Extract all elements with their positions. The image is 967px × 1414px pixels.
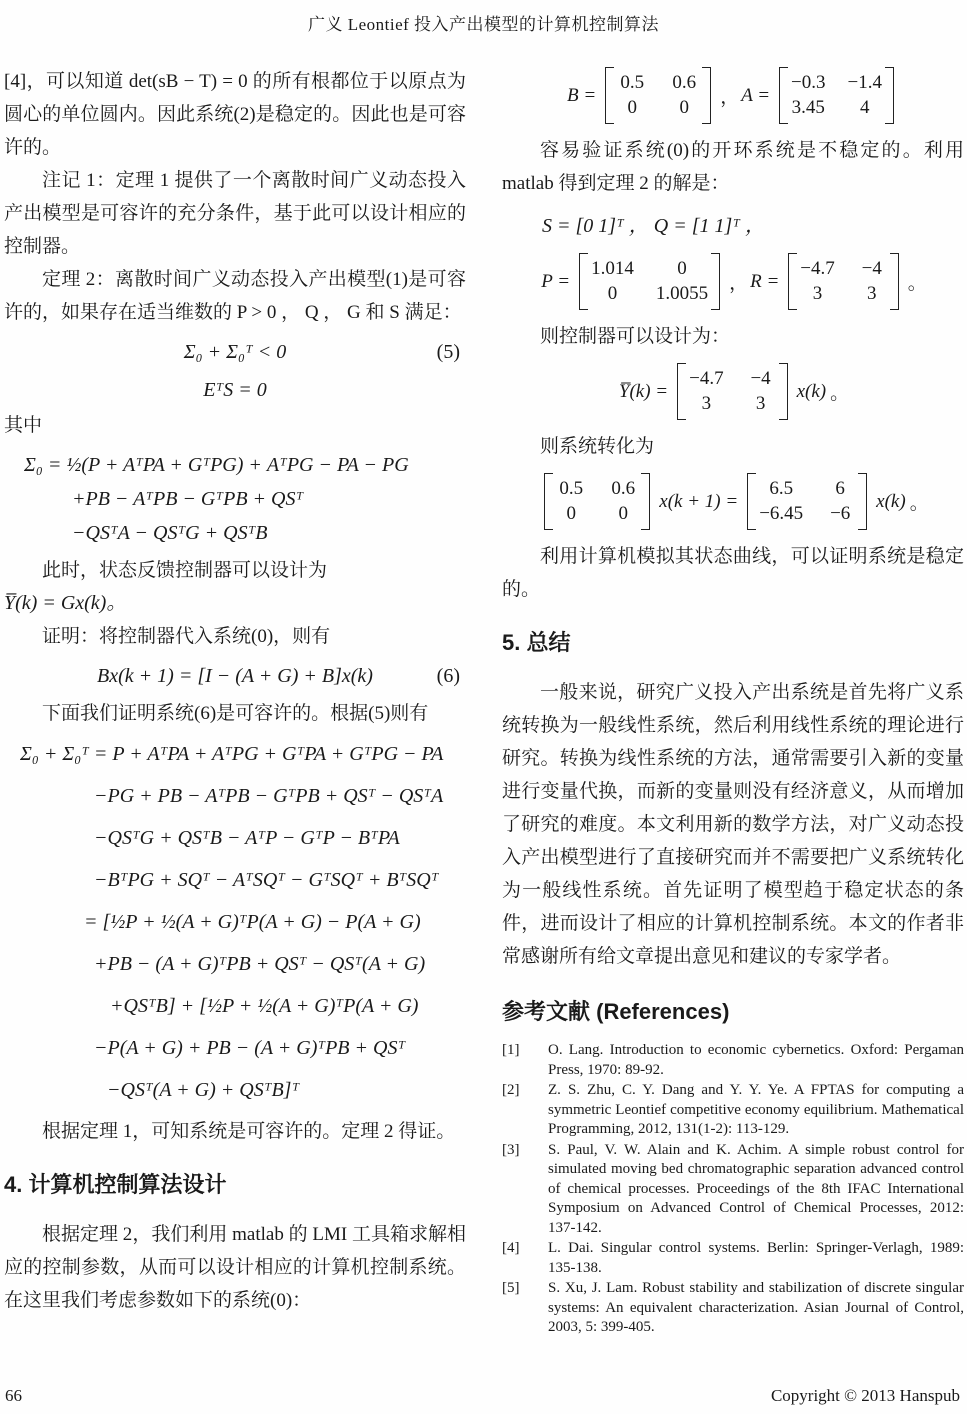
- matrix-cell: 0: [618, 503, 629, 524]
- matrix-cell: 1.0055: [655, 283, 709, 304]
- reference-item-5: [502, 1279, 964, 1338]
- left-column: [4, 65, 466, 1339]
- paragraph-state-feedback: 此时，状态反馈控制器可以设计为: [42, 560, 328, 581]
- matrix-cell: 0: [627, 97, 637, 118]
- matrix-cell: −4.7: [800, 258, 835, 279]
- reference-number: [1]: [502, 1042, 520, 1058]
- paragraph-simulate: 利用计算机模拟其状态曲线，可以证明系统是稳定的。: [502, 546, 964, 600]
- equation-controller-Y: [502, 363, 964, 420]
- paragraph-admissible: 下面我们证明系统(6)是可容许的。根据(5)则有: [42, 703, 429, 724]
- reference-item-1: [502, 1041, 964, 1080]
- two-column-layout: [3, 65, 964, 1339]
- matrix-controller-gain: [677, 363, 787, 420]
- derivation-line: −P(A + G) + PB − (A + G)ᵀPB + QSᵀ: [94, 1037, 406, 1059]
- period: 。: [907, 273, 927, 294]
- separator: ，: [729, 273, 749, 294]
- equation-closed-loop-system: [502, 473, 964, 530]
- matrix-cell: 0.5: [559, 478, 584, 499]
- reference-text: S. Xu, J. Lam. Robust stability and stabilization of discrete singular systems: An equivalent characterization. Asian Journal of Control, 2003, 5: 399-405.: [548, 1280, 964, 1335]
- matrix-cell: −4: [750, 368, 771, 389]
- reference-number: [3]: [502, 1141, 520, 1158]
- equation-derivation-block: [4, 733, 466, 1111]
- sigma0-line: Σ₀ = ½(P + AᵀPA + GᵀPG) + AᵀPG − PA − PG: [24, 454, 409, 476]
- paragraph-summary: 一般来说，研究广义投入产出系统是首先将广义系统转换为一般线性系统，然后利用线性系统的理论进行研究。转换为线性系统的方法，通常需要引入新的变量进行变量代换，而新的变量则没有经济意义，从而增加了研究的难度。本文利用新的数学方法，对广义动态投入产出模型进行了直接研究而并不需要把广义系统转化为一般线性系统。首先证明了模型趋于稳定状态的条件，进而设计了相应的计算机控制系统。本文的作者非常感谢所有给文章提出意见和建议的专家学者。: [502, 682, 964, 967]
- reference-text: O. Lang. Introduction to economic cybernetics. Oxford: Pergaman Press, 1970: 89-92.: [548, 1042, 964, 1078]
- reference-item-2: [502, 1081, 964, 1140]
- matrix-cell: −4: [861, 258, 882, 279]
- sigma0-line: +PB − AᵀPB − GᵀPB + QSᵀ: [72, 488, 304, 510]
- matrix-cell: 0: [677, 258, 687, 279]
- derivation-line: = [½P + ½(A + G)ᵀP(A + G) − P(A + G): [84, 911, 421, 933]
- matrix-cell: 3.45: [791, 97, 825, 118]
- paragraph-section4: 根据定理 2，我们利用 matlab 的 LMI 工具箱求解相应的控制参数，从而可以设计相应的计算机控制系统。在这里我们考虑参数如下的系统(0)：: [4, 1224, 466, 1311]
- matrix-cell: 3: [701, 393, 712, 414]
- matrix-cell: −0.3: [791, 72, 826, 93]
- reference-number: [5]: [502, 1280, 520, 1296]
- derivation-line: −QSᵀG + QSᵀB − AᵀP − GᵀP − BᵀPA: [94, 827, 400, 849]
- paragraph-proof: 证明：将控制器代入系统(0)，则有: [42, 626, 331, 647]
- equation-5: [4, 337, 466, 367]
- equation-6-number: (6): [436, 665, 460, 687]
- section-heading-4: 4. 计算机控制算法设计: [4, 1172, 227, 1197]
- matrix-cell: 0.5: [620, 72, 645, 93]
- derivation-line: Σ₀ + Σ₀ᵀ = P + AᵀPA + AᵀPG + GᵀPA + GᵀPG − PA: [20, 743, 444, 765]
- matrix-cell: 3: [867, 283, 877, 304]
- page-footer: [5, 1386, 960, 1406]
- derivation-line: −QSᵀ(A + G) + QSᵀB]ᵀ: [107, 1079, 300, 1101]
- right-column: [502, 65, 964, 1339]
- paragraph-intro: [4]，可以知道 det(sB − T) = 0 的所有根都位于以原点为圆心的单位圆内。因此系统(2)是稳定的。因此也是可容许的。: [4, 71, 466, 158]
- derivation-line: +QSᵀB] + [½P + ½(A + G)ᵀP(A + G): [110, 995, 419, 1017]
- system-mid: x(k + 1) =: [659, 490, 739, 512]
- matrix-cell: 0: [607, 283, 618, 304]
- matrix-cell: 0.6: [611, 478, 636, 499]
- reference-number: [4]: [502, 1240, 520, 1256]
- section-heading-5: 5. 总结: [502, 630, 571, 655]
- equation-S-Q: S = [0 1]ᵀ ， Q = [1 1]ᵀ ，: [542, 215, 766, 237]
- period: 。: [909, 493, 929, 514]
- equation-B-A-matrices: [502, 67, 964, 124]
- matrix-P-label: P =: [541, 270, 571, 292]
- equation-sigma0-definition: [4, 448, 466, 550]
- controller-rhs: x(k): [796, 380, 827, 402]
- derivation-line: +PB − (A + G)ᵀPB + QSᵀ − QSᵀ(A + G): [94, 953, 426, 975]
- reference-number: [2]: [502, 1082, 520, 1098]
- paragraph-design-controller: 则控制器可以设计为：: [540, 326, 731, 347]
- matrix-R: [788, 253, 898, 310]
- matrix-cell: 6: [835, 478, 845, 499]
- reference-item-3: [502, 1141, 964, 1239]
- matrix-cell: 6.5: [769, 478, 794, 499]
- references-list: [502, 1041, 964, 1338]
- equation-ets-body: EᵀS = 0: [203, 379, 267, 401]
- reference-text: Z. S. Zhu, C. Y. Dang and Y. Y. Ye. A FPTAS for computing a symmetric Leontief competitive economy equilibrium. Mathematical Programming, 2012, 131(1-2): 113-129.: [548, 1082, 964, 1137]
- matrix-cell: −6: [830, 503, 851, 524]
- equation-P-R-matrices: [502, 253, 964, 310]
- reference-text: L. Dai. Singular control systems. Berlin: Springer-Verlagh, 1989: 135-138.: [548, 1240, 964, 1276]
- paragraph-note1: 注记 1：定理 1 提供了一个离散时间广义动态投入产出模型是可容许的充分条件，基于此可以设计相应的控制器。: [4, 170, 466, 257]
- matrix-cell: −6.45: [759, 503, 804, 524]
- paragraph-theorem2-proved: 根据定理 1，可知系统是可容许的。定理 2 得证。: [42, 1121, 456, 1142]
- matrix-A: [779, 67, 894, 124]
- matrix-B: [605, 67, 711, 124]
- matrix-cell: 0: [679, 97, 689, 118]
- matrix-E: [544, 473, 650, 530]
- page-number: 66: [5, 1386, 22, 1405]
- matrix-cell: −1.4: [847, 72, 882, 93]
- matrix-cell: 0.6: [672, 72, 697, 93]
- system-rhs: x(k): [876, 490, 906, 512]
- matrix-P: [579, 253, 720, 310]
- equation-5-body: Σ₀ + Σ₀ᵀ < 0: [183, 341, 287, 363]
- matrix-cell: 3: [812, 283, 823, 304]
- sigma0-line: −QSᵀA − QSᵀG + QSᵀB: [72, 522, 268, 544]
- matrix-cell: −4.7: [689, 368, 724, 389]
- derivation-line: −BᵀPG + SQᵀ − AᵀSQᵀ − GᵀSQᵀ + BᵀSQᵀ: [94, 869, 439, 891]
- period: 。: [830, 383, 850, 404]
- matrix-cell: 4: [860, 97, 870, 118]
- matrix-closed-loop: [747, 473, 867, 530]
- paragraph-theorem2: 定理 2：离散时间广义动态投入产出模型(1)是可容许的，如果存在适当维数的 P > 0 ， Q ， G 和 S 满足：: [4, 269, 466, 323]
- references-heading: 参考文献 (References): [502, 999, 730, 1024]
- equation-ets: [4, 375, 466, 405]
- equation-feedback-controller: Y̅(k) = Gx(k)。: [4, 592, 127, 614]
- reference-text: S. Paul, V. W. Alain and K. Achim. A simple robust control for simulated moving bed chromatographic separation advanced control of chemical processes. Proceedings of the 8th IFAC International Symposium on Advanced Control of Chemical Processes, 2012: 137-142.: [548, 1141, 964, 1236]
- equation-6-body: Bx(k + 1) = [I − (A + G) + B]x(k): [97, 665, 373, 687]
- matrix-cell: 1.014: [591, 258, 634, 279]
- matrix-A-label: A =: [741, 84, 771, 106]
- separator: ，: [720, 87, 740, 108]
- equation-6: [4, 661, 466, 691]
- matrix-R-label: R =: [750, 270, 780, 292]
- copyright: Copyright © 2013 Hanspub: [770, 1386, 960, 1405]
- equation-5-number: (5): [436, 341, 460, 363]
- reference-item-4: [502, 1239, 964, 1278]
- paragraph-verify: 容易验证系统(0)的开环系统是不稳定的。利用 matlab 得到定理 2 的解是：: [502, 140, 964, 194]
- derivation-line: −PG + PB − AᵀPB − GᵀPB + QSᵀ − QSᵀA: [94, 785, 444, 807]
- matrix-B-label: B =: [567, 84, 597, 106]
- controller-lhs: Y̅(k) =: [618, 380, 669, 402]
- where-label: 其中: [4, 415, 43, 436]
- paragraph-transform: 则系统转化为: [540, 436, 655, 457]
- matrix-cell: 0: [566, 503, 577, 524]
- matrix-cell: 3: [755, 393, 766, 414]
- page-title: 广义 Leontief 投入产出模型的计算机控制算法: [307, 15, 660, 34]
